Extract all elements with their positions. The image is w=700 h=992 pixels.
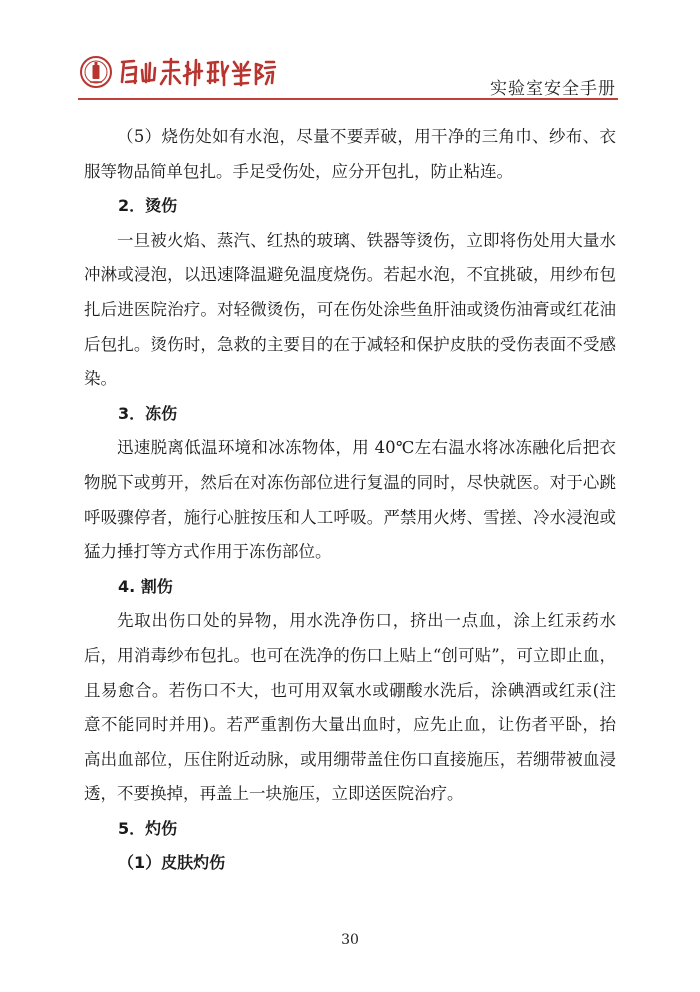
page-header	[78, 52, 618, 102]
header-divider	[78, 98, 618, 100]
heading-chemical-burn: 5．灼伤	[118, 818, 178, 838]
handbook-title: 实验室安全手册	[490, 79, 616, 99]
college-seal-icon	[80, 56, 112, 88]
paragraph-blister-care: （5）烧伤处如有水泡，尽量不要弄破，用干净的三角巾、纱布、衣服等物品简单包扎。手足受伤处，应分开包扎，防止粘连。	[84, 127, 616, 181]
heading-frostbite: 3．冻伤	[118, 403, 178, 423]
college-logo	[78, 52, 278, 94]
college-name-calligraphy	[116, 54, 276, 90]
paragraph-cut: 先取出伤口处的异物，用水洗净伤口，挤出一点血，涂上红汞药水后，用消毒纱布包扎。也可在洗净的伤口上贴上“创可贴”，可立即止血，且易愈合。若伤口不大，也可用双氧水或硼酸水洗后，涂碘酒或红汞(注意不能同时并用)。若严重割伤大量出血时，应先止血，让伤者平卧，抬高出血部位，压住附近动脉，或用绷带盖住伤口直接施压，若绷带被血浸透，不要换掉，再盖上一块施压，立即送医院治疗。	[84, 611, 616, 804]
paragraph-frostbite: 迅速脱离低温环境和冰冻物体，用 40℃左右温水将冰冻融化后把衣物脱下或剪开，然后在对冻伤部位进行复温的同时，尽快就医。对于心跳呼吸骤停者，施行心脏按压和人工呼吸。严禁用火烤、雪搓、冷水浸泡或猛力捶打等方式作用于冻伤部位。	[84, 438, 616, 562]
subheading-skin-burn: （1）皮肤灼伤	[118, 853, 226, 873]
paragraph-scald: 一旦被火焰、蒸汽、红热的玻璃、铁器等烫伤，立即将伤处用大量水冲淋或浸泡，以迅速降温避免温度烧伤。若起水泡，不宜挑破，用纱布包扎后进医院治疗。对轻微烫伤，可在伤处涂些鱼肝油或烫伤油膏或红花油后包扎。烫伤时，急救的主要目的在于减轻和保护皮肤的受伤表面不受感染。	[84, 230, 616, 389]
heading-scald: 2．烫伤	[118, 196, 178, 216]
page-body	[84, 120, 616, 881]
heading-cut: 4. 割伤	[118, 576, 173, 596]
page-number: 30	[341, 932, 359, 948]
